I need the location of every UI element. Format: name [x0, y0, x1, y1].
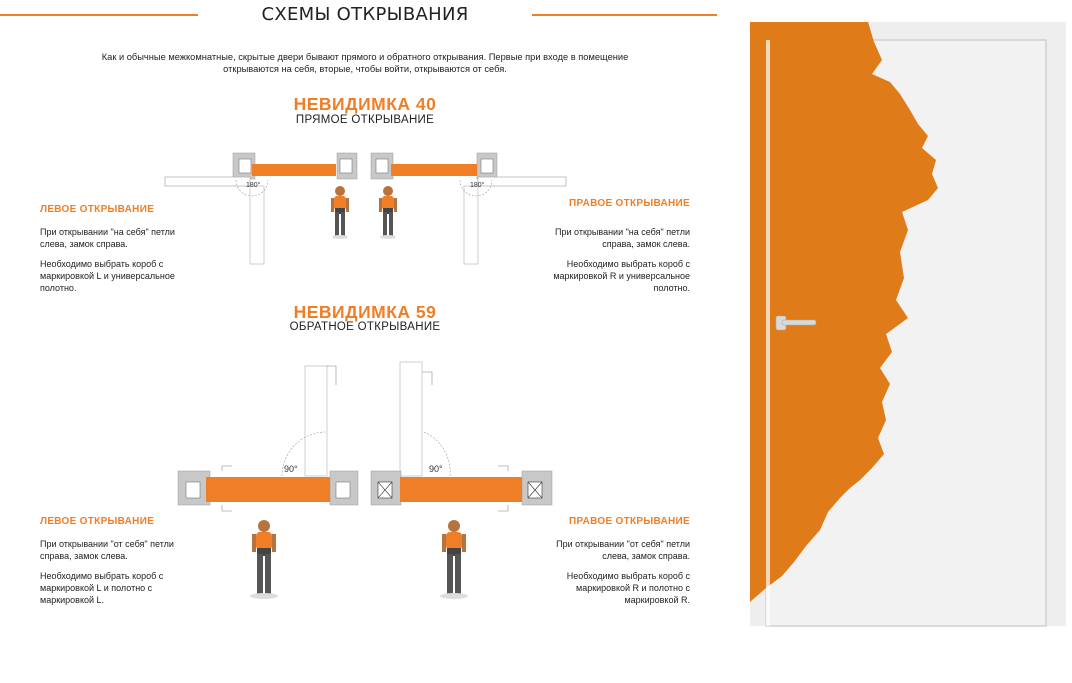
model59-person-left-icon	[250, 520, 278, 599]
model59-right-angle: 90°	[429, 464, 443, 474]
model59-left-heading: ЛЕВОЕ ОТКРЫВАНИЕ	[40, 516, 155, 527]
model40-subtitle: ПРЯМОЕ ОТКРЫВАНИЕ	[295, 114, 435, 126]
model59-left-angle: 90°	[284, 464, 298, 474]
model40-right-text2: Необходимо выбрать короб с маркировкой R и универсальное полотно.	[553, 259, 690, 293]
model59-left-scheme	[178, 366, 358, 511]
model40-right-angle: 180°	[470, 182, 485, 189]
model40-right-heading: ПРАВОЕ ОТКРЫВАНИЕ	[569, 198, 690, 209]
section-title: СХЕМЫ ОТКРЫВАНИЯ	[261, 4, 469, 25]
model59-right-heading: ПРАВОЕ ОТКРЫВАНИЕ	[569, 516, 690, 527]
intro-line-1: Как и обычные межкомнатные, скрытые двери бывают прямого и обратного открывания. Первые при входе в помещение	[101, 52, 629, 62]
model59-right-text	[530, 538, 690, 614]
model40-right-text1: При открывании "на себя" петли справа, замок слева.	[555, 227, 690, 249]
model40-left-text2: Необходимо выбрать короб с маркировкой L и универсальное полотно.	[40, 259, 175, 293]
model59-right-scheme	[371, 362, 552, 511]
model59-title: НЕВИДИМКА 59	[293, 302, 437, 322]
model59-left-text1: При открывании "от себя" петли справа, замок слева.	[40, 539, 174, 561]
model59-subtitle: ОБРАТНОЕ ОТКРЫВАНИЕ	[289, 321, 441, 333]
model40-title: НЕВИДИМКА 40	[293, 94, 437, 114]
door-illustration	[750, 22, 1066, 626]
model59-right-text1: При открывании "от себя" петли слева, замок справа.	[556, 539, 690, 561]
intro-line-2: открываются на себя, вторые, чтобы войти, открываются от себя.	[223, 64, 507, 74]
model59-right-text2: Необходимо выбрать короб с маркировкой R и полотно с маркировкой R.	[566, 571, 690, 605]
model59-left-text2: Необходимо выбрать короб с маркировкой L и полотно с маркировкой L.	[40, 571, 164, 605]
model59-left-text	[40, 538, 200, 614]
model40-left-angle: 180°	[246, 182, 261, 189]
model40-left-heading: ЛЕВОЕ ОТКРЫВАНИЕ	[40, 204, 155, 215]
model59-person-right-icon	[440, 520, 468, 599]
model40-left-text1: При открывании "на себя" петли слева, замок справа.	[40, 227, 175, 249]
